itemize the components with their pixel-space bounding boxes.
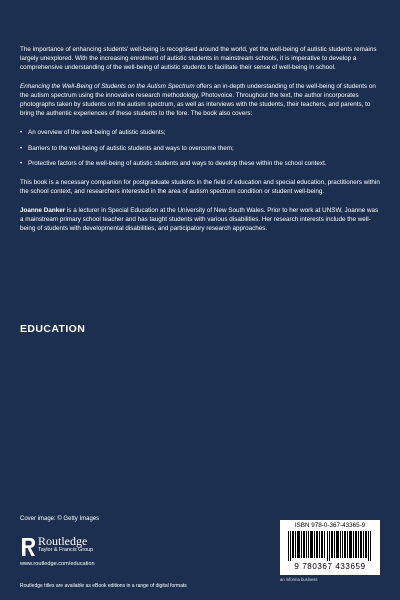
list-item: • Protective factors of the well-being of autistic students and ways to develop these within the school context. [20,160,382,169]
isbn-label: ISBN 978-0-367-43365-9 [294,522,366,529]
barcode-digits: 9 780367 433659 [294,562,366,571]
list-item: • Barriers to the well-being of autistic students and ways to overcome them; [20,145,382,154]
covered-topics-list [20,129,382,170]
book-description [20,46,382,244]
author-bio-paragraph [20,207,382,234]
routledge-r-icon [20,537,36,557]
publisher-name: Routledge [38,534,88,548]
intro-paragraph: The importance of enhancing students' well-being is recognised around the world, yet the well-being of autistic students remains largely unexplored. With the increasing enrolment of autistic students in mainstream schools, it is imperative to develop a comprehensive understanding of the well-being of autistic students to facilitate their sense of well-being in school. [20,46,377,71]
overview-text: offers an in-depth understanding of the well-being of students on the autism spectrum using the innovative research methodology, Photovoice. Throughout the text, the author incorporates photographs taken by students on the autism spectrum, as well as interviews with the students, their teachers, and parents, to bring the authentic experiences of these students to the fore. The book also covers: [20,82,376,117]
author-name: Joanne Danker [20,207,66,215]
list-item: • An overview of the well-being of autistic students; [20,129,382,138]
overview-paragraph [20,83,382,119]
ebook-note: Routledge titles are available as eBook editions in a range of digital formats [20,583,187,589]
author-bio-text: is a lecturer in Special Education at the University of New South Wales. Prior to her work at UNSW, Joanne was a mainstream primary school teacher and has taught students with various disabilities. Her research interests include the well-being of students with developmental disabilities, and participatory research approaches. [20,207,379,233]
barcode-panel [280,520,380,575]
barcode-icon [288,531,372,561]
publisher-url[interactable]: www.routledge.com/education [20,561,95,567]
cover-image-credit: Cover image: © Getty Images [20,516,100,522]
subject-category: EDUCATION [20,323,86,335]
informa-tagline: an informa business [280,577,318,582]
book-title-italic: Enhancing the Well-Being of Students on the Autism Spectrum [20,82,195,90]
audience-paragraph: This book is a necessary companion for postgraduate students in the field of education and special education, practitioners within the school context, and researchers interested in the area of autism spectrum condition or student well-being. [20,179,380,196]
publisher-logo [20,535,140,571]
publisher-group: Taylor & Francis Group [38,547,94,553]
